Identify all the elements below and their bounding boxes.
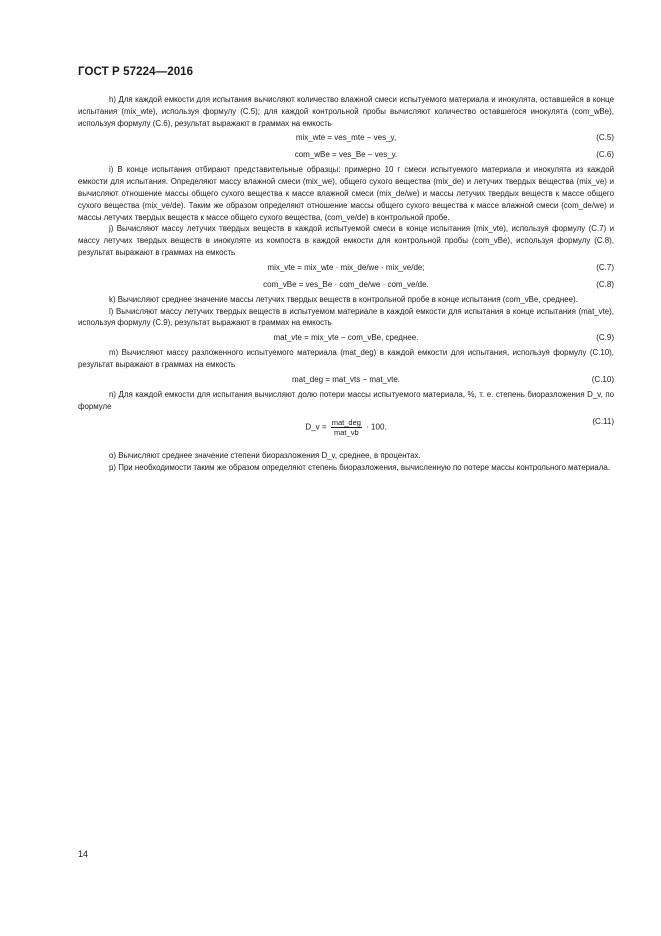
document-body	[78, 94, 614, 474]
equation-c8-number: (С.8)	[596, 279, 614, 289]
equation-c5-number: (С.5)	[596, 133, 614, 143]
equation-c10	[78, 372, 614, 387]
equation-c11-numerator: mat_deg	[331, 418, 361, 428]
document-header: ГОСТ Р 57224—2016	[78, 66, 194, 78]
equation-c11-lhs: D_v =	[305, 422, 327, 432]
equation-c5	[78, 130, 614, 145]
equation-c11-number: (С.11)	[592, 417, 614, 427]
paragraph-l: l) Вычисляют массу летучих твердых веществ в испытуемом материале в каждой емкости для испытания в конце испытания (mat_vte), используя формулу (С.9), результат выражают в граммах на емкость	[78, 306, 614, 328]
paragraph-p: p) При необходимости таким же образом определяют степень биоразложения, вычисленную по потере массы контрольного материала.	[109, 463, 610, 473]
equation-c6	[78, 147, 614, 162]
page-number: 14	[78, 849, 89, 859]
paragraph-o: o) Вычисляют среднее значение степени биоразложения D_v, среднее, в процентах.	[109, 451, 421, 461]
equation-c11-tail: · 100.	[366, 422, 387, 432]
equation-c11-fraction	[331, 418, 362, 437]
paragraph-n: n) Для каждой емкости для испытания вычисляют долю потери массы испытуемого материала, %, т. е. степень биоразложения D_v, по формуле	[78, 389, 614, 411]
equation-c8-expression: com_vBe = ves_Be · com_de/we · com_ve/de.	[263, 279, 429, 289]
equation-c10-expression: mat_deg = mat_vts − mat_vte.	[291, 374, 401, 384]
equation-c6-number: (С.6)	[596, 150, 614, 160]
equation-c6-expression: com_wBe = ves_Be − ves_y.	[294, 150, 398, 160]
equation-c7	[78, 260, 614, 275]
paragraph-i: i) В конце испытания отбирают представительные образцы: примерно 10 г смеси испытуемого материала и инокулята из каждой емкости для испытания. Определяют массу влажной смеси (mix_we), общего сухого вещества (mix_de) и летучих твердых вещества (mix_ve) и вычисляют отношение массы общего сухого вещества к массе влажной смеси (mix_de/we) и массы летучих твердых веществ к массе общего сухого вещества (mix_ve/de). Таким же образом определяют отношение массы общего сухого вещества к массе влажной смеси (com_de/we) и массы летучих твердых веществ к массе общего сухого вещества, (com_ve/de) в контрольной пробе.	[78, 165, 614, 222]
equation-c8	[78, 277, 614, 292]
equation-c10-number: (С.10)	[591, 374, 614, 384]
paragraph-h: h) Для каждой емкости для испытания вычисляют количество влажной смеси испытуемого материала и инокулята, оставшейся в конце испытания (mix_wte), используя формулу (С.5); для каждой контрольной пробы вычисляют количество оставшегося инокулята (com_wBe), используя формулу (С.6), результат выражают в граммах на емкость	[78, 95, 614, 128]
paragraph-m: m) Вычисляют массу разложенного испытуемого материала (mat_deg) в каждой емкости для испытания, используя формулу (С.10), результат выражают в граммах на емкость	[78, 348, 614, 369]
equation-c7-number: (С.7)	[596, 262, 614, 272]
equation-c11-denominator: mat_vb	[334, 428, 359, 438]
equation-c9-number: (С.9)	[596, 333, 614, 343]
equation-c5-expression: mix_wte = ves_mte − ves_y,	[295, 133, 397, 143]
equation-c7-expression: mix_vte = mix_wte · mix_de/we · mix_ve/de;	[267, 262, 425, 272]
equation-c11-expression	[78, 418, 614, 437]
equation-c11	[78, 414, 614, 444]
paragraph-k: k) Вычисляют среднее значение массы летучих твердых веществ в контрольной пробе в конце испытания (com_vBe, среднее).	[109, 294, 578, 304]
equation-c9	[78, 330, 614, 345]
paragraph-j: j) Вычисляют массу летучих твердых веществ в каждой испытуемой смеси в конце испытания (mix_vte), используя формулу (С.7) и массу летучих твердых веществ в инокуляте из компоста в каждой емкости для контрольной пробы (com_vBe), используя формулу (С.8), результат выражают в граммах на емкость	[78, 224, 614, 257]
equation-c9-expression: mat_vte = mix_vte − com_vBe, среднее.	[273, 333, 419, 343]
